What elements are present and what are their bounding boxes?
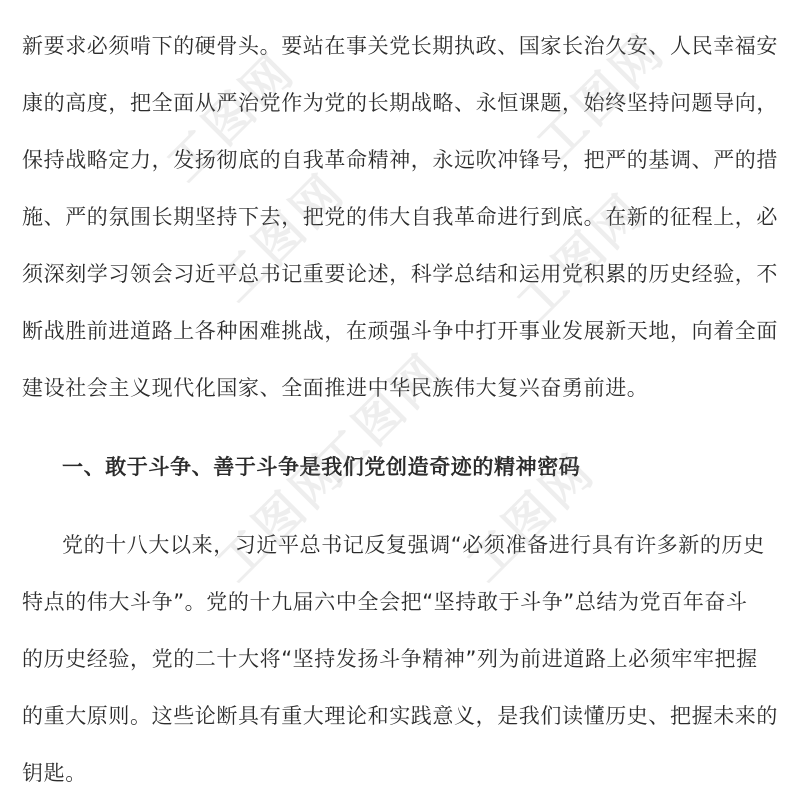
paragraph-line: 的重大原则。这些论断具有重大理论和实践意义，是我们读懂历史、把握未来的: [22, 704, 778, 728]
watermark: 工图网: [156, 42, 307, 193]
paragraph-line: 须深刻学习领会习近平总书记重要论述，科学总结和运用党积累的历史经验，不: [22, 262, 778, 286]
watermark: 工图网: [506, 182, 657, 333]
paragraph-line: 建设社会主义现代化国家、全面推进中华民族伟大复兴奋勇前进。: [22, 376, 649, 400]
paragraph-line: 党的十八大以来，习近平总书记反复强调“必须准备进行具有许多新的历史: [62, 533, 765, 557]
paragraph-line: 保持战略定力，发扬彻底的自我革命精神，永远吹冲锋号，把严的基调、严的措: [22, 148, 778, 172]
paragraph-line: 特点的伟大斗争”。党的十九届六中全会把“坚持敢于斗争”总结为党百年奋斗: [22, 590, 748, 614]
paragraph-line: 的历史经验，党的二十大将“坚持发扬斗争精神”列为前进道路上必须牢牢把握: [22, 647, 758, 671]
watermark: 工图网: [206, 162, 357, 313]
watermark: 工图网: [206, 442, 357, 593]
watermark: 工图网: [456, 442, 607, 593]
section-heading: 一、敢于斗争、善于斗争是我们党创造奇迹的精神密码: [62, 455, 581, 479]
paragraph-line: 施、严的氛围长期坚持下去，把党的伟大自我革命进行到底。在新的征程上，必: [22, 205, 778, 229]
paragraph-line: 钥匙。: [22, 761, 87, 785]
paragraph-line: 断战胜前进道路上各种困难挑战，在顽强斗争中打开事业发展新天地，向着全面: [22, 319, 778, 343]
paragraph-line: 新要求必须啃下的硬骨头。要站在事关党长期执政、国家长治久安、人民幸福安: [22, 34, 778, 58]
watermark: 工图网: [306, 342, 457, 493]
watermark: 工图网: [526, 22, 677, 173]
paragraph-line: 康的高度，把全面从严治党作为党的长期战略、永恒课题，始终坚持问题导向，: [22, 91, 778, 115]
